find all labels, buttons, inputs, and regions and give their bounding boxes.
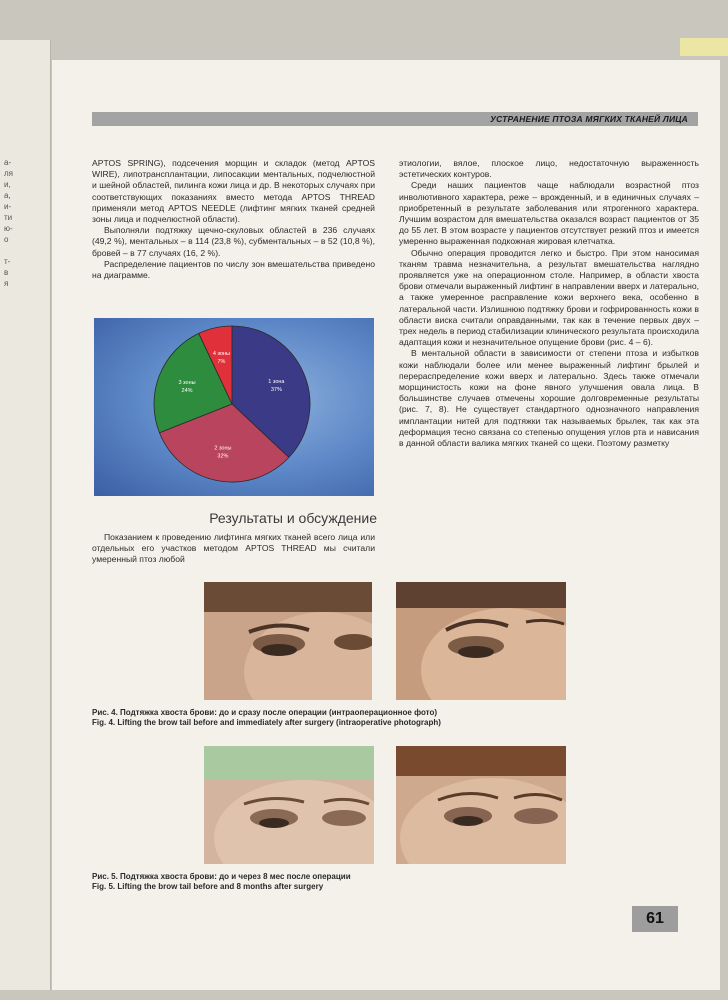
fig5-photo-after xyxy=(396,746,566,864)
section-title: Результаты и обсуждение xyxy=(209,510,377,526)
paragraph: Показанием к проведению лифтинга мягких тканей всего лица или отдельных его участков методом APTOS THREAD мы считали умеренный птоз любой xyxy=(92,532,375,565)
paragraph: Среди наших пациентов чаще наблюдали возрастной птоз инволютивного характера, реже – врожденный, и в единичных случаях – приобретенный в результате заболевания или ятрогенного характера. Лучшим возрастом для вмешательства оказался возраст пациентов от 35 до 55 лет. В этом возрасте у пациентов отсутствует резкий птоз и имеется умеренно выраженная подкожная жировая клетчатка. xyxy=(399,180,699,247)
pie-label-2: 2 зоны xyxy=(214,445,232,452)
column-left-top xyxy=(92,158,375,281)
left-fragment: а, xyxy=(4,191,11,200)
pie-value-1: 37% xyxy=(270,386,282,393)
sticky-note xyxy=(680,38,728,56)
running-header-title: УСТРАНЕНИЕ ПТОЗА МЯГКИХ ТКАНЕЙ ЛИЦА xyxy=(490,114,688,124)
fig5-caption-en: Fig. 5. Lifting the brow tail before and 8 months after surgery xyxy=(92,882,324,891)
left-fragment: и- xyxy=(4,202,12,211)
paragraph: Выполняли подтяжку щечно-скуловых областей в 236 случаях (49,2 %), ментальных – в 114 (23,8 %), субментальных – в 52 (10,8 %), бровей – в 77 случаях (16, 2 %). xyxy=(92,225,375,258)
fig5-photo-before xyxy=(204,746,374,864)
fig4-photo-before xyxy=(204,582,372,700)
left-fragment: в xyxy=(4,268,9,277)
pie-label-1: 1 зона xyxy=(268,378,285,385)
pie-label-4: 4 зоны xyxy=(212,350,231,357)
paragraph: этиологии, вялое, плоское лицо, недостаточную выраженность эстетических контуров. xyxy=(399,158,699,180)
paragraph: APTOS SPRING), подсечения морщин и складок (метод APTOS WIRE), липотрансплантации, липосакции ментальных, подчелюстной и шейной областей, пилинга кожи лица и др. В некоторых случаях при соответствующих показаниях вместо метода APTOS THREAD применяли метод APTOS NEEDLE (лифтинг мягких тканей средней зоны лица и подчелюстной области). xyxy=(92,158,375,225)
pie-value-3: 24% xyxy=(181,388,193,395)
pie-value-4: 7% xyxy=(217,358,226,365)
left-fragment: о xyxy=(4,235,9,244)
pie-value-2: 32% xyxy=(217,453,229,460)
paragraph: Распределение пациентов по числу зон вмешательства приведено на диаграмме. xyxy=(92,258,375,281)
paragraph: В ментальной области в зависимости от степени птоза и избытков кожи наблюдали более или менее выраженный лифтинг брылей и перераспределение кожи вверх и латерально. Здесь также отмечали морщинистость кожи на фоне явного улучшения овала лица. В большинстве случаев отмечены хорошие долговременные результаты (рис. 7, 8). Не существует стандартного однозначного направления имплантации нитей для подтяжки так называемых брылек, так как эта деформация тесно связана со степенью опущения углов рта и нависания в данной области валика мягких тканей со щеки. Поэтому разметку xyxy=(399,348,699,449)
left-fragment: ля xyxy=(4,169,13,178)
paragraph: Обычно операция проводится легко и быстро. При этом наносимая тканям травма незначительна, а результат вмешательства наглядно проявляется уже на операционном столе. Например, в области хвоста брови отмечали выраженный лифтинг в направлении вверх и латерально, а также умеренное расправление кожи верхнего века, особенно в латеральной части. Излишнюю подтяжку брови и гофрированность кожи в области виска считали оправданными, так как в течение первых двух – трех недель в период стабилизации клинического результата происходила адаптация кожи и незначительное опущение брови (рис. 4 – 6). xyxy=(399,247,699,348)
left-fragment: т- xyxy=(4,257,11,266)
column-left-bottom xyxy=(92,532,375,566)
left-fragment: ю- xyxy=(4,224,13,233)
fig4-photo-after xyxy=(396,582,566,700)
fig5-caption-ru: Рис. 5. Подтяжка хвоста брови: до и через 8 мес после операции xyxy=(92,872,351,881)
pie-chart xyxy=(94,318,374,496)
pie-chart-svg xyxy=(94,318,374,496)
left-fragment: и, xyxy=(4,180,11,189)
journal-page xyxy=(52,60,720,990)
pie-label-3: 3 зоны xyxy=(178,380,196,387)
left-fragment: я xyxy=(4,279,9,288)
column-right xyxy=(399,158,699,449)
left-fragment: ти xyxy=(4,213,13,222)
left-fragment: а- xyxy=(4,158,12,167)
fig4-caption-en: Fig. 4. Lifting the brow tail before and immediately after surgery (intraoperative photograph) xyxy=(92,718,441,727)
left-page-edge xyxy=(0,40,51,990)
fig4-caption-ru: Рис. 4. Подтяжка хвоста брови: до и сразу после операции (интраоперационное фото) xyxy=(92,708,438,717)
page-number: 61 xyxy=(632,906,678,932)
running-header xyxy=(92,112,698,126)
